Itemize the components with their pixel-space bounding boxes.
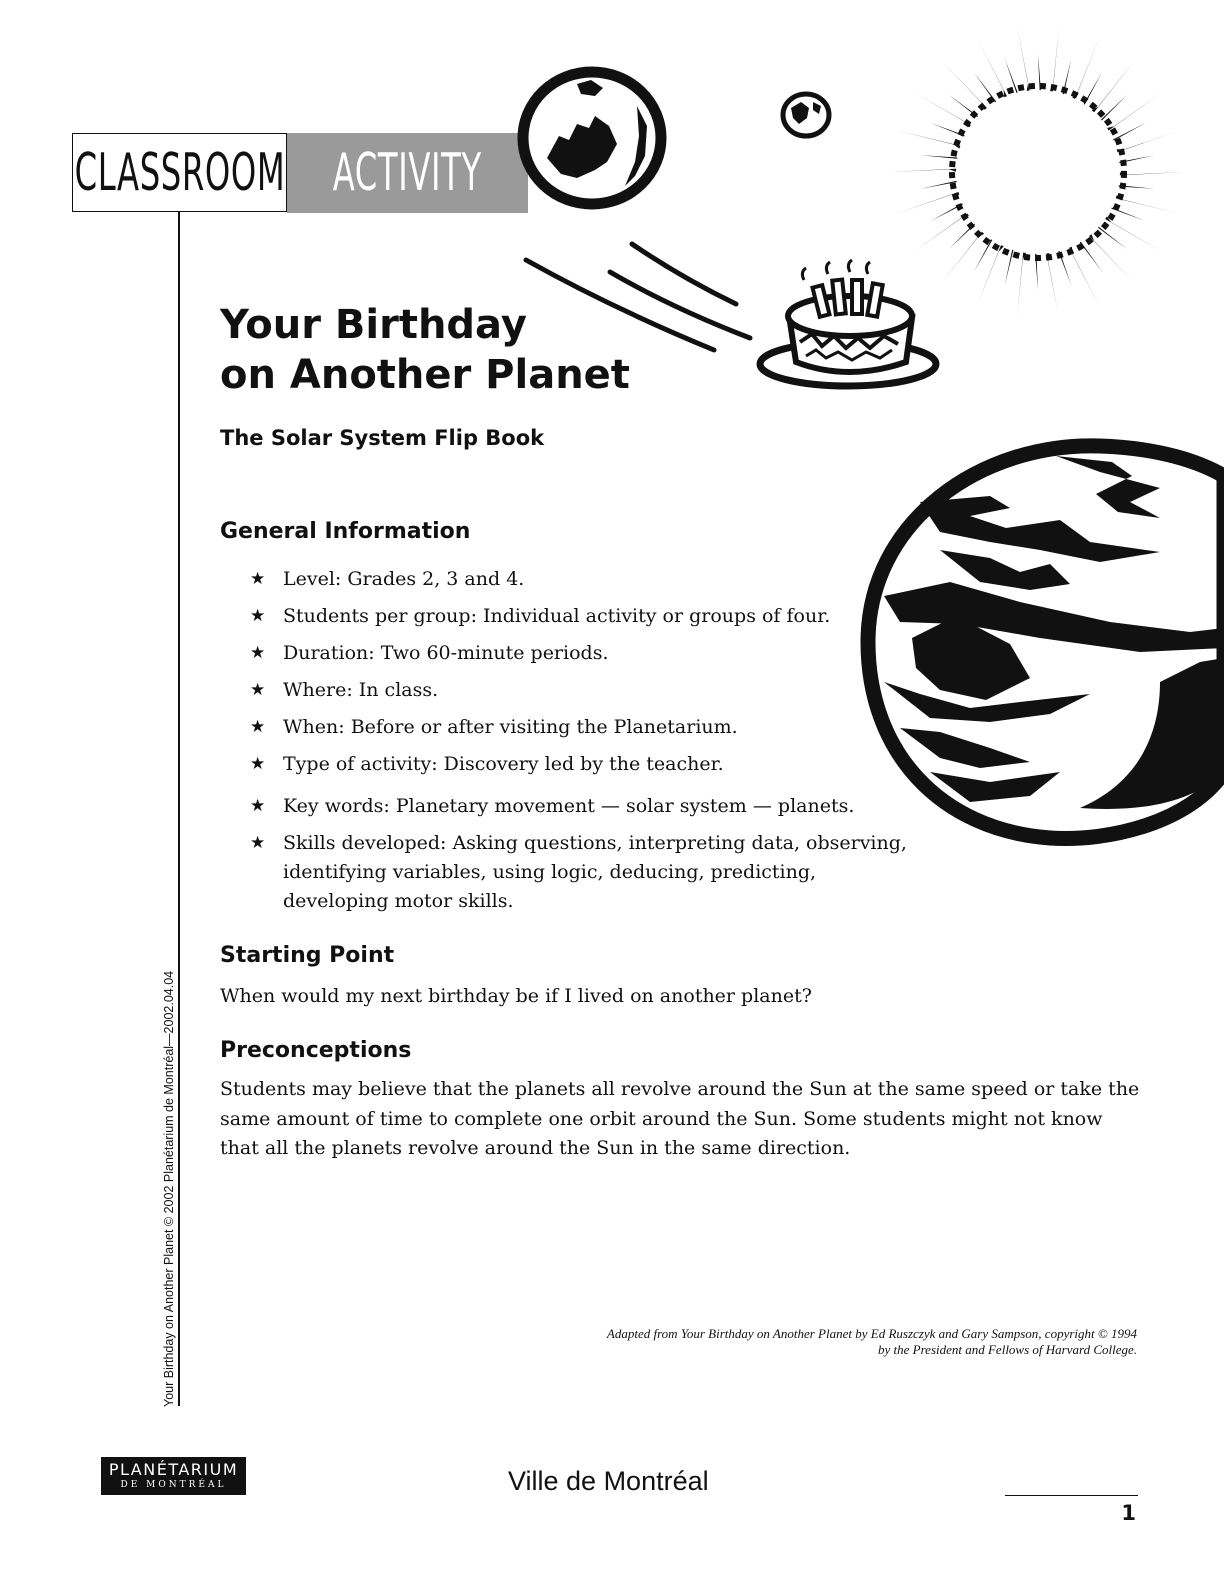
starting-point-text: When would my next birthday be if I lived on another planet? (220, 985, 812, 1007)
page-number: 1 (1121, 1501, 1136, 1525)
list-item (250, 565, 910, 594)
star-bullet-icon: ★ (250, 833, 266, 853)
list-item-text: Level: Grades 2, 3 and 4. (283, 568, 525, 590)
list-item (250, 713, 910, 742)
badge-left-text: CLASSROOM (74, 142, 285, 203)
earth-icon (779, 90, 833, 140)
preconceptions-heading: Preconceptions (220, 1038, 412, 1063)
city-name: Ville de Montréal (508, 1466, 709, 1496)
birthday-cake-icon (756, 262, 946, 392)
star-bullet-icon: ★ (250, 717, 266, 737)
general-information-heading: General Information (220, 519, 471, 544)
star-bullet-icon: ★ (250, 569, 266, 589)
star-bullet-icon: ★ (250, 680, 266, 700)
title-line-1: Your Birthday (220, 302, 527, 348)
list-item (250, 792, 910, 821)
star-bullet-icon: ★ (250, 606, 266, 626)
star-bullet-icon: ★ (250, 643, 266, 663)
logo-line-1: PLANÉTARIUM (108, 1460, 239, 1479)
adaptation-credit (437, 1326, 1137, 1358)
moon-icon (517, 66, 669, 212)
credit-line-1: Adapted from Your Birthday on Another Planet by Ed Ruszczyk and Gary Sampson, copyright © 1994 (606, 1326, 1137, 1341)
list-item (250, 676, 910, 705)
list-item-text: Where: In class. (283, 679, 439, 701)
list-item (250, 602, 910, 631)
badge-left (72, 133, 287, 212)
list-item (250, 829, 910, 916)
star-bullet-icon: ★ (250, 796, 266, 816)
list-item (250, 639, 910, 668)
margin-rule (178, 212, 180, 1406)
list-item-text: When: Before or after visiting the Planetarium. (283, 716, 738, 738)
jupiter-planet-icon (860, 432, 1224, 844)
credit-line-2: by the President and Fellows of Harvard College. (878, 1342, 1137, 1357)
preconceptions-text: Students may believe that the planets all revolve around the Sun at the same speed or take the same amount of time to complete one orbit around the Sun. Some students might not know that all the planets revolve around the Sun in the same direction. (220, 1078, 1140, 1159)
starting-point-heading: Starting Point (220, 943, 395, 968)
list-item-text: Duration: Two 60-minute periods. (283, 642, 609, 664)
planetarium-logo (101, 1457, 246, 1495)
list-item-text: Type of activity: Discovery led by the teacher. (283, 753, 724, 775)
page-number-rule (1005, 1495, 1138, 1496)
list-item-text: Skills developed: Asking questions, interpreting data, observing, identifying variables, using logic, deducing, predicting, developing motor skills. (283, 832, 907, 912)
list-item-text: Key words: Planetary movement — solar system — planets. (283, 795, 855, 817)
page-subtitle: The Solar System Flip Book (220, 426, 545, 450)
logo-line-2: DE MONTRÉAL (120, 1480, 227, 1490)
general-information-list (250, 565, 910, 916)
list-item-text: Students per group: Individual activity or groups of four. (283, 605, 831, 627)
classroom-activity-badge (72, 133, 482, 212)
star-bullet-icon: ★ (250, 754, 266, 774)
page-title (220, 300, 630, 400)
side-copyright-text: Your Birthday on Another Planet © 2002 Planétarium de Montréal—2002.04.04 (162, 970, 176, 1407)
title-line-2: on Another Planet (220, 352, 630, 398)
list-item (250, 750, 910, 779)
badge-right-text: ACTIVITY (332, 143, 482, 203)
badge-right (287, 133, 528, 213)
